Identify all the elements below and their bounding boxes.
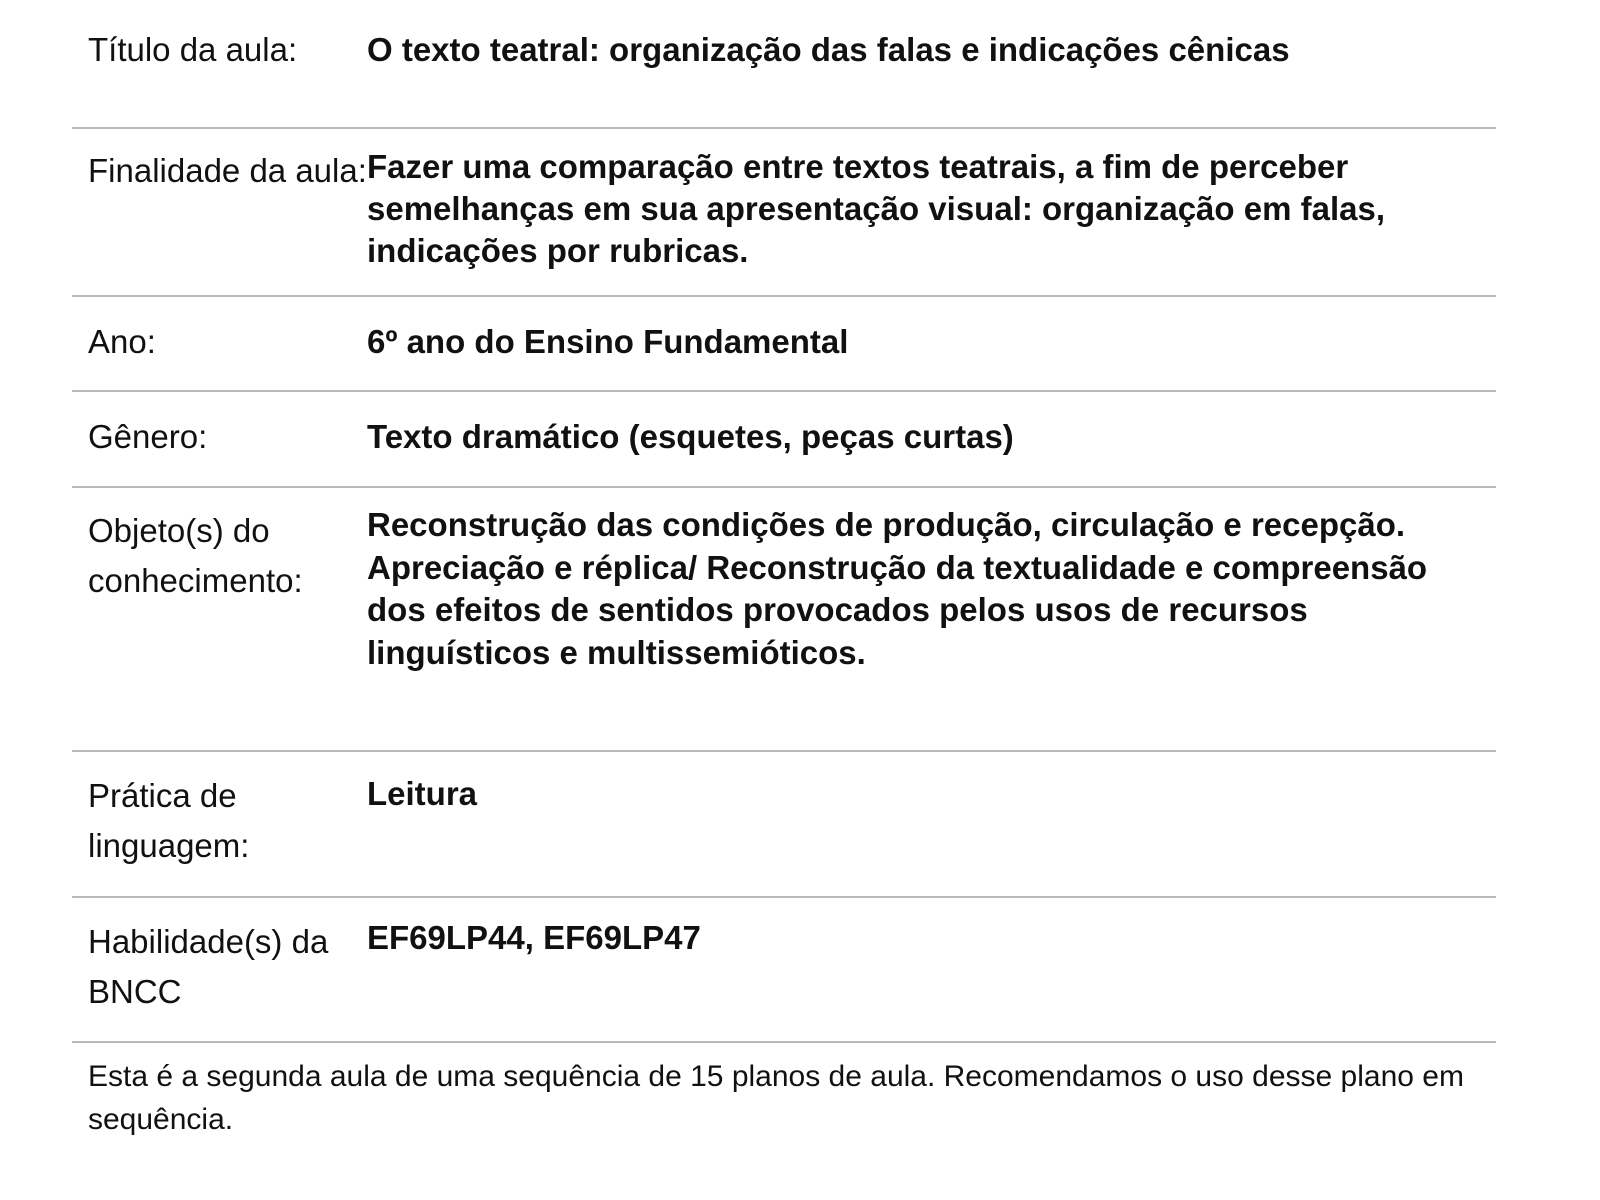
row-grade (72, 297, 1496, 392)
value-bncc-skills: EF69LP44, EF69LP47 (367, 919, 701, 956)
value-language-practice: Leitura (367, 775, 478, 812)
row-language-practice (72, 752, 1496, 898)
value-grade: 6º ano do Ensino Fundamental (367, 323, 849, 360)
label-genre: Gênero: (88, 418, 208, 455)
sequence-note: Esta é a segunda aula de uma sequência de 15 planos de aula. Recomendamos o uso desse plano em sequência. (88, 1060, 1464, 1136)
label-bncc-skills: Habilidade(s) da BNCC (88, 923, 329, 1010)
label-lesson-purpose: Finalidade da aula: (88, 152, 367, 189)
row-lesson-title (72, 0, 1496, 129)
value-genre: Texto dramático (esquetes, peças curtas) (367, 418, 1014, 455)
row-genre (72, 392, 1496, 488)
value-knowledge-objects: Reconstrução das condições de produção, circulação e recepção. Apreciação e réplica/ Reconstrução da textualidade e compreensão dos efeitos de sentidos provocados pelos usos de recursos linguísticos e multissemióticos. (367, 506, 1428, 671)
lesson-plan-table (72, 0, 1496, 1141)
label-grade: Ano: (88, 323, 156, 360)
value-lesson-purpose: Fazer uma comparação entre textos teatrais, a fim de perceber semelhanças em sua apresentação visual: organização em falas, indicações por rubricas. (367, 148, 1385, 269)
row-lesson-purpose (72, 129, 1496, 297)
label-lesson-title: Título da aula: (88, 31, 298, 68)
label-language-practice: Prática de linguagem: (88, 777, 250, 864)
row-knowledge-objects (72, 488, 1496, 752)
value-lesson-title: O texto teatral: organização das falas e indicações cênicas (367, 31, 1290, 68)
row-bncc-skills (72, 898, 1496, 1043)
label-knowledge-objects: Objeto(s) do conhecimento: (88, 512, 303, 599)
